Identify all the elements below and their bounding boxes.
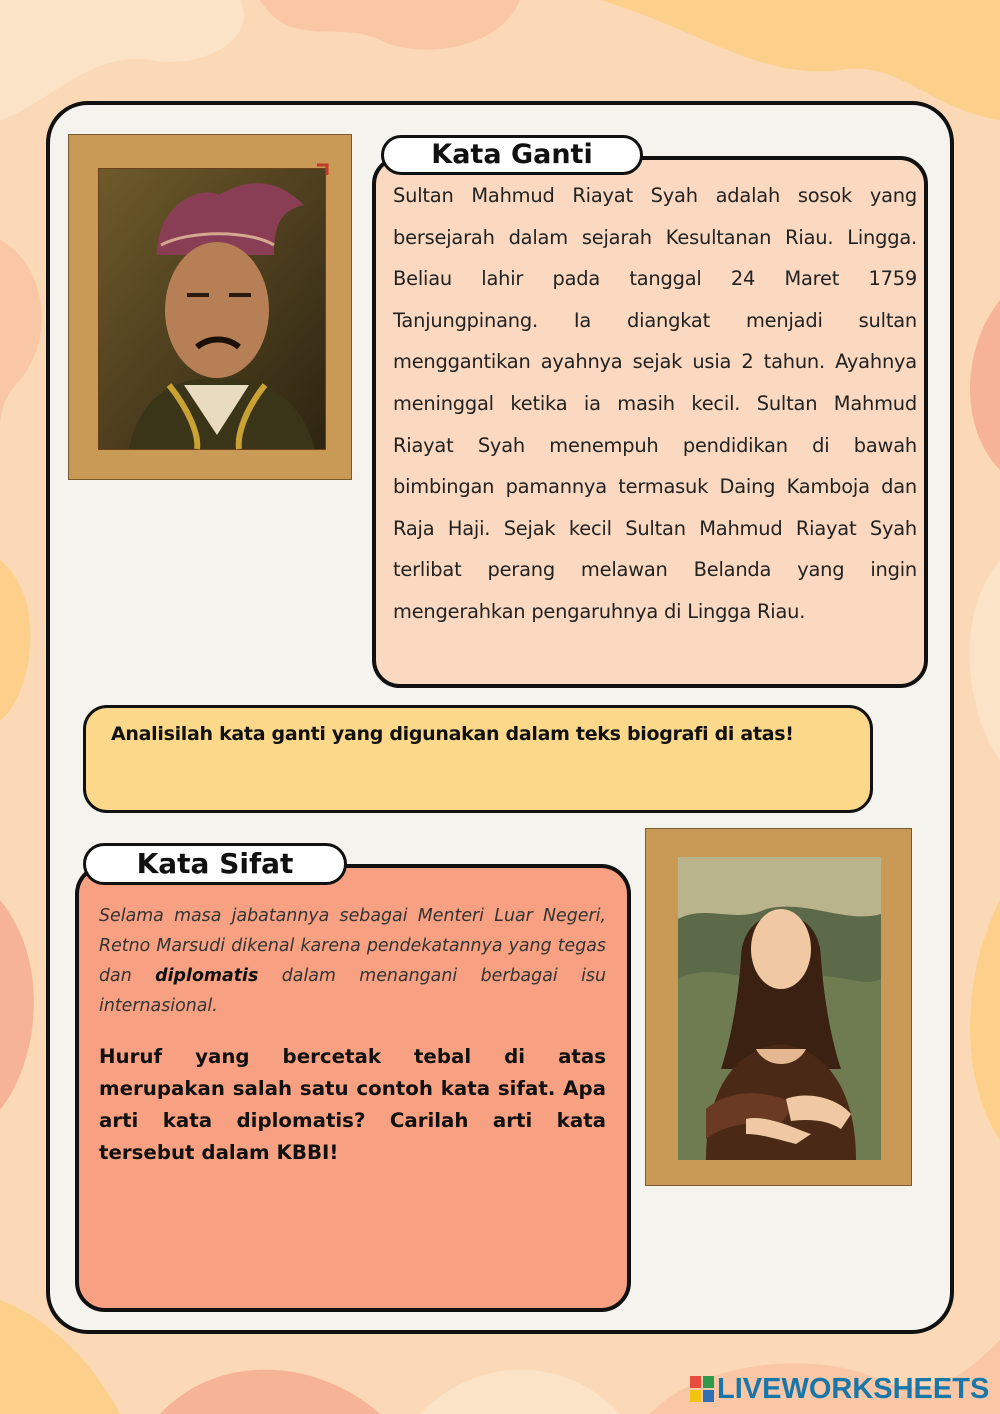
- biography-text: Sultan Mahmud Riayat Syah adalah sosok yang bersejarah dalam sejarah Kesultanan Riau. Lingga. Beliau lahir pada tanggal 24 Maret 1759 Tanjungpinang. Ia diangkat menjadi sultan menggantikan ayahnya sejak usia 2 tahun. Ayahnya meninggal ketika ia masih kecil. Sultan Mahmud Riayat Syah menempuh pendidikan di bawah bimbingan pamannya termasuk Daing Kamboja dan Raja Haji. Sejak kecil Sultan Mahmud Riayat Syah terlibat perang melawan Belanda yang ingin mengerahkan pengaruhnya di Lingga Riau.: [393, 184, 917, 623]
- brand-name: LIVEWORKSHEETS: [717, 1372, 990, 1405]
- kata-ganti-title: Kata Ganti: [381, 135, 643, 175]
- question-prompt: Analisilah kata ganti yang digunakan dalam teks biografi di atas!: [111, 723, 794, 745]
- quote-text: [99, 901, 606, 1021]
- kata-sifat-title: Kata Sifat: [83, 843, 347, 885]
- mona-lisa-illustration-icon: [646, 829, 913, 1187]
- sultan-portrait-frame: [68, 134, 352, 480]
- quote-bold-word: diplomatis: [155, 966, 259, 986]
- answer-box[interactable]: [83, 705, 873, 813]
- sultan-portrait-icon: [69, 135, 353, 481]
- quote-after: dalam menangani berbagai isu internasional.: [99, 966, 607, 1016]
- quote-before: Selama masa jabatannya sebagai Menteri Luar Negeri, Retno Marsudi dikenal karena pendekatannya yang tegas dan: [99, 906, 606, 986]
- mona-lisa-frame: [645, 828, 912, 1186]
- liveworksheets-logo-icon: [690, 1376, 714, 1402]
- task-question: Huruf yang bercetak tebal di atas merupakan salah satu contoh kata sifat. Apa arti kata diplomatis? Carilah arti kata tersebut dalam KBBI!: [99, 1045, 606, 1164]
- brand: [690, 1372, 989, 1406]
